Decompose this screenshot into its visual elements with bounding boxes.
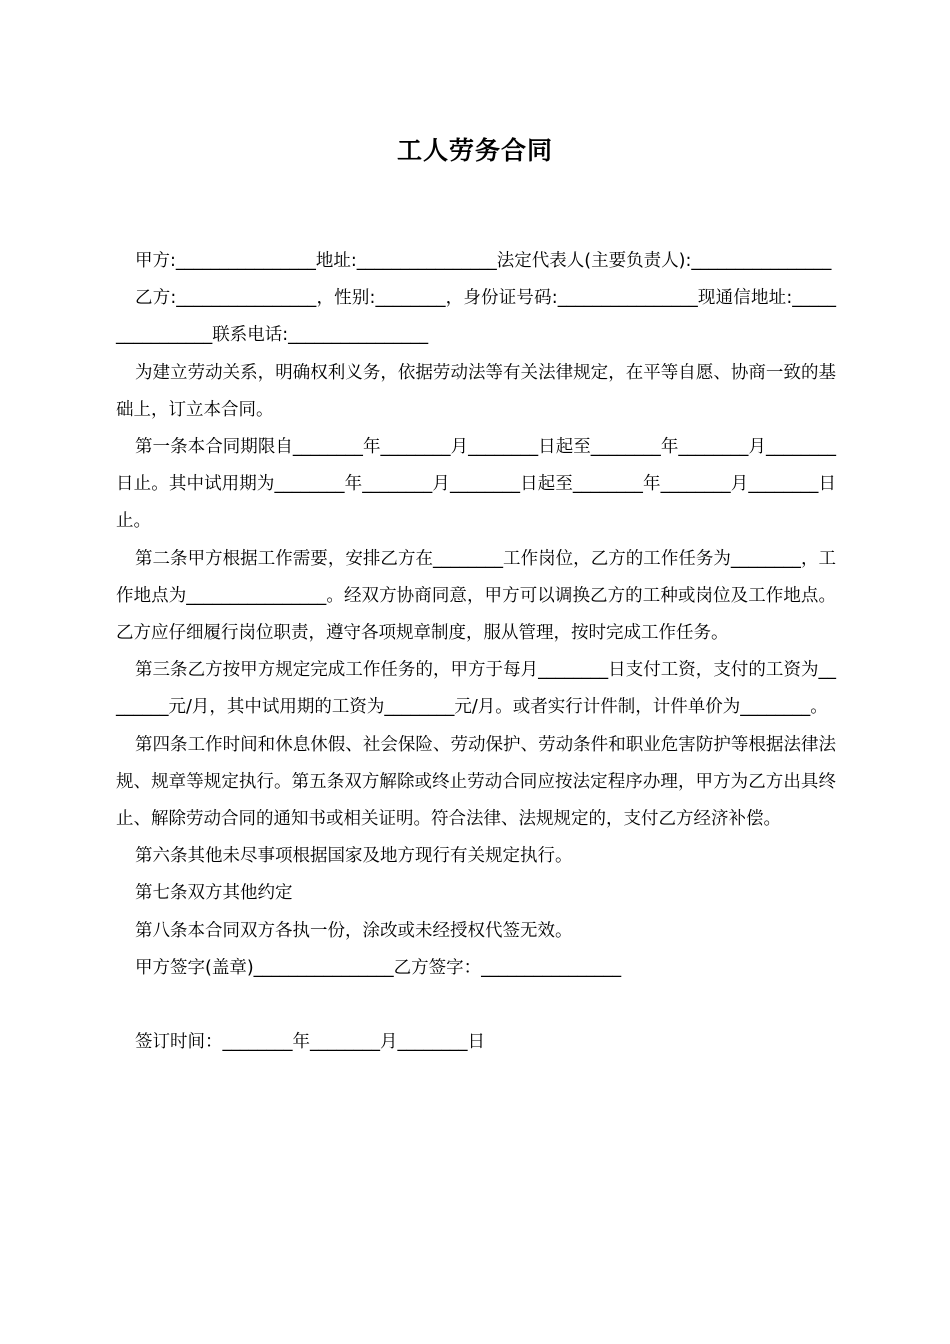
article-4-5-conditions: 第四条工作时间和休息休假、社会保险、劳动保护、劳动条件和职业危害防护等根据法律法规、规章等规定执行。第五条双方解除或终止劳动合同应按法定程序办理，甲方为乙方出具终止、解除劳动合同的通知书或相关证明。符合法律、法规规定的，支付乙方经济补偿。 — [116, 734, 836, 830]
article-3-wages: 第三条乙方按甲方规定完成工作任务的，甲方于每月________日支付工资，支付的工资为________元/月，其中试用期的工资为________元/月。或者实行计件制，计件单价为________。 — [116, 660, 836, 718]
article-2-duties: 第二条甲方根据工作需要，安排乙方在________工作岗位，乙方的工作任务为________，工作地点为________________。经双方协商同意，甲方可以调换乙方的工种或岗位及工作地点。乙方应仔细履行岗位职责，遵守各项规章制度，服从管理，按时完成工作任务。 — [116, 548, 836, 644]
signing-date-line: 签订时间：________年________月________日 — [135, 1032, 485, 1053]
party-a-line: 甲方:________________地址:________________法定代表人(主要负责人):________________ — [135, 251, 832, 271]
preamble-paragraph: 为建立劳动关系，明确权利义务，依据劳动法等有关法律规定，在平等自愿、协商一致的基础上，订立本合同。 — [116, 362, 836, 420]
article-6-other-matters: 第六条其他未尽事项根据国家及地方现行有关规定执行。 — [135, 846, 573, 867]
article-7-agreements: 第七条双方其他约定 — [135, 883, 293, 904]
article-8-copies: 第八条本合同双方各执一份，涂改或未经授权代签无效。 — [135, 920, 573, 941]
contract-body — [116, 243, 836, 1061]
document-title: 工人劳务合同 — [396, 136, 553, 165]
signature-line: 甲方签字(盖章)________________乙方签字：________________ — [135, 957, 622, 978]
blank-spacer — [116, 987, 836, 1024]
party-b-line: 乙方:________________，性别:________，身份证号码:________________现通信地址:________________联系电话:________________ — [116, 288, 836, 346]
article-1-term: 第一条本合同期限自________年________月________日起至________年________月________日止。其中试用期为________年________月________日起至________年________月________日止。 — [116, 437, 836, 532]
